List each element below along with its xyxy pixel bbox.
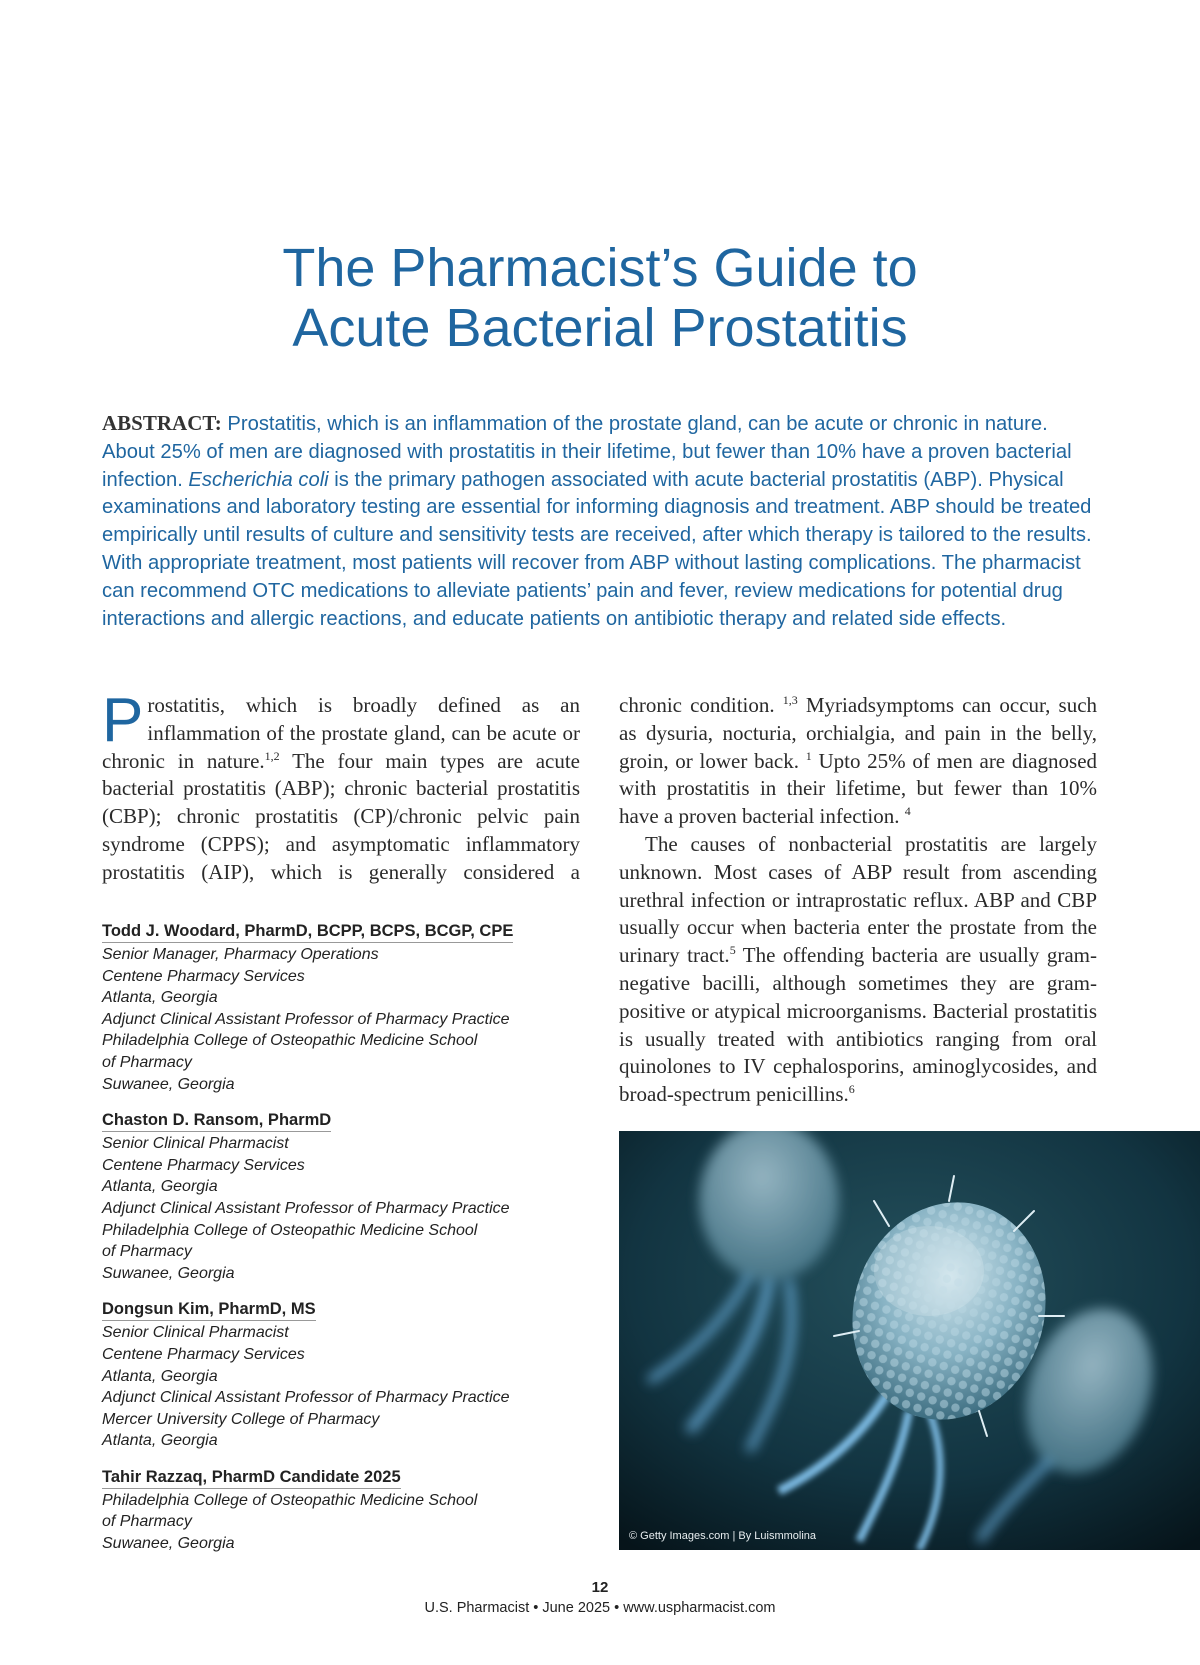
bacteria-illustration [619,1131,1200,1550]
abstract-italic-organism: Escherichia coli [188,468,329,491]
title-line-2: Acute Bacterial Prostatitis [292,298,908,358]
p1-text-b: chronic condition. [619,693,775,717]
author-affiliation-line: Suwanee, Georgia [102,1535,235,1553]
p1-text-d: Up [818,748,845,773]
author-affiliation-line: Centene Pharmacy Services [102,1345,305,1363]
author-block [102,922,602,1095]
author-affiliation-line: Senior Clinical Pharmacist [102,1324,289,1342]
p1-text-a: rostatitis, which is broadly defined as an inflammation of the prostate gland, can be acute or chronic in nature. [102,693,580,773]
p1-text-c: symptoms can occur, such as dysuria, nocturia, orchialgia, and pain in the belly, groin, or lower back. [619,693,1098,773]
citation: 1 [805,748,812,763]
abstract-text-2: is the primary pathogen associated with acute bacterial prostatitis (ABP). Physical examinations and laboratory testing are essential for informing diagnosis and treatment. ABP should be treated empirically until results of culture and sensitivity tests are received, after which therapy is tailored to the results. With appropriate treatment, most patients will recover from ABP without lasting complications. The pharmacist can recommend OTC medications to alleviate patients’ pain and fever, review medications for potential drug interactions and allergic reactions, and educate patients on antibiotic therapy and related side effects. [102,468,1092,630]
causes-paragraph [619,831,1097,1109]
author-name: Tahir Razzaq, PharmD Candidate 2025 [102,1468,401,1489]
right-column [619,692,1097,1109]
citation: 5 [729,943,736,958]
author-affiliation-line: Atlanta, Georgia [102,1432,218,1450]
author-affiliation-line: Philadelphia College of Osteopathic Medicine School [102,1491,478,1509]
author-affiliation-line: Atlanta, Georgia [102,989,218,1007]
p1-text-d: to 25% of men are diagnosed with prostatitis in their lifetime, but fewer than 10% have a proven bacterial infection. [619,748,1098,829]
p2-text-b: The offending bacteria are usually gram-negative bacilli, although sometimes they are gram-positive or atypical microorganisms. Bacterial prostatitis is usually treated with antibiotics ranging from oral quinolones to IV cephalosporins, aminoglycosides, and broad-spectrum penicillins. [619,943,1098,1107]
author-affiliation-line: Mercer University College of Pharmacy [102,1410,380,1428]
author-affiliation-line: Suwanee, Georgia [102,1075,235,1093]
title-line-1: The Pharmacist’s Guide to [282,238,918,298]
author-affiliation-line: Adjunct Clinical Assistant Professor of Pharmacy Practice [102,1389,510,1407]
citation: 4 [904,804,911,819]
author-block [102,1468,602,1555]
author-affiliation-line: Atlanta, Georgia [102,1178,218,1196]
page-footer [0,1578,1200,1618]
author-list [102,922,602,1571]
article-title [0,238,1200,358]
author-affiliation-line: Senior Clinical Pharmacist [102,1135,289,1153]
author-name: Dongsun Kim, PharmD, MS [102,1300,316,1321]
author-affiliation-line: Centene Pharmacy Services [102,1156,305,1174]
author-affiliation-line: of Pharmacy [102,1053,192,1071]
citation: 1,2 [264,748,280,763]
author-affiliation-line: Centene Pharmacy Services [102,967,305,985]
abstract-label: ABSTRACT: [102,411,222,435]
author-affiliation-line: Adjunct Clinical Assistant Professor of Pharmacy Practice [102,1199,510,1217]
author-affiliation-line: Philadelphia College of Osteopathic Medicine School [102,1032,478,1050]
author-affiliation-line: Philadelphia College of Osteopathic Medicine School [102,1221,478,1239]
author-block [102,1111,602,1284]
author-affiliation-line: of Pharmacy [102,1513,192,1531]
p1-text-c: Myriad [805,693,868,717]
author-name: Chaston D. Ransom, PharmD [102,1111,331,1132]
author-affiliation-line: Atlanta, Georgia [102,1367,218,1385]
citation: 1,3 [782,693,798,707]
left-column [102,686,580,887]
footer-publication-line: U.S. Pharmacist • June 2025 • www.uspharmacist.com [424,1600,776,1616]
intro-paragraph-continued [619,692,1097,831]
author-name: Todd J. Woodard, PharmD, BCPP, BCPS, BCGP, CPE [102,922,513,943]
author-affiliation-line: Adjunct Clinical Assistant Professor of Pharmacy Practice [102,1010,510,1028]
abstract-text-1: Prostatitis, which is an inflammation of the prostate gland, can be acute or chronic in nature. About 25% of men are diagnosed with prostatitis in their lifetime, but fewer than 10% have a proven bacterial infection. [102,413,1072,491]
author-block [102,1300,602,1452]
photo-credit: © Getty Images.com | By Luismmolina [629,1530,817,1542]
author-affiliation-line: of Pharmacy [102,1243,192,1261]
author-affiliation-line: Senior Manager, Pharmacy Operations [102,946,379,963]
citation: 6 [848,1082,855,1097]
intro-paragraph [102,686,580,887]
drop-cap: P [102,686,144,755]
author-affiliation-line: Suwanee, Georgia [102,1264,235,1282]
page-number: 12 [591,1579,609,1596]
p2-text-a: The causes of nonbacterial prostatitis are largely unknown. Most cases of ABP result from ascending urethral infection or intraprostatic reflux. ABP and CBP usually occur when bacteria enter the prostate from the urinary tract. [619,831,1097,968]
bacteria-photo [619,1131,1200,1550]
p1-text-b: The four main types are acute bacterial prostatitis (ABP); chronic bacterial prostatitis (CBP); chronic prostatitis (CP)/chronic pelvic pain syndrome (CPPS); and asymptomatic inflammatory prostatitis (AIP), which is generally considered a [102,748,580,884]
abstract [102,410,1102,633]
